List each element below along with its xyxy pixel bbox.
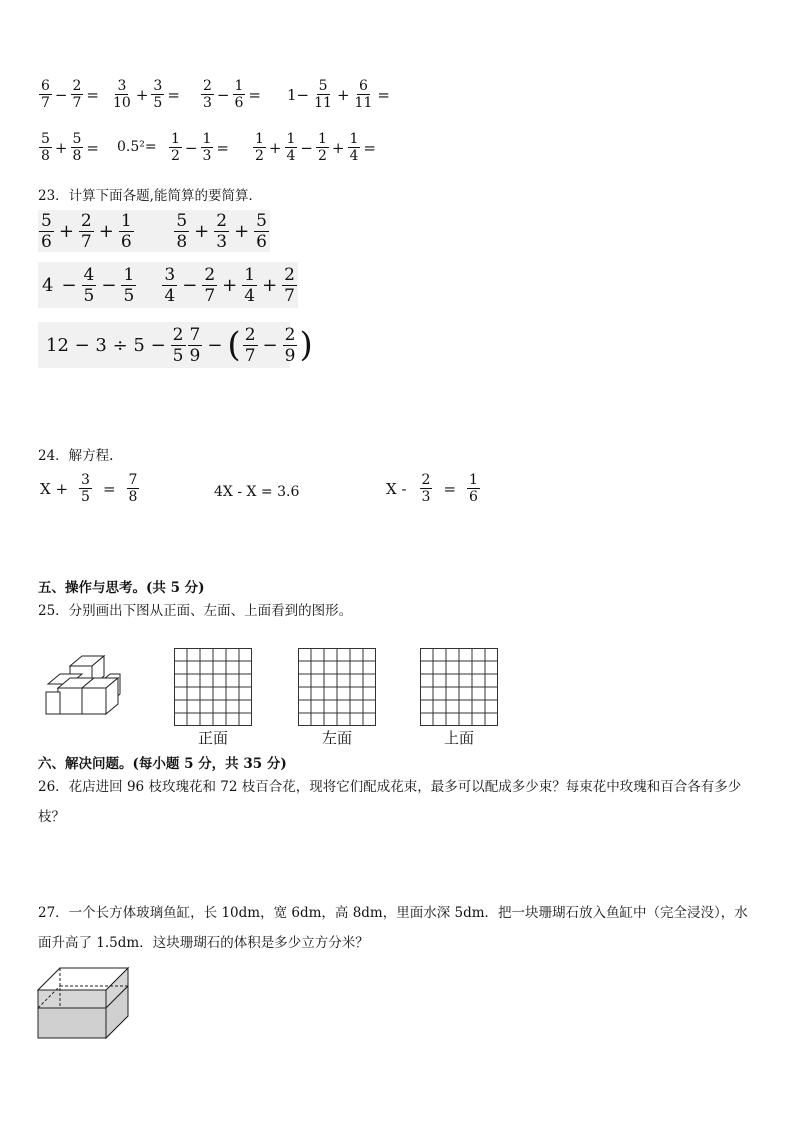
fraction: $\frac{7}{9}$ — [189, 324, 201, 366]
fraction: $\frac{4}{5}$ — [83, 264, 95, 306]
equals-sign: = — [86, 138, 99, 157]
operator: − — [101, 274, 117, 296]
fraction: $\frac{1}{6}$ — [234, 78, 244, 111]
fraction: $\frac{5}{8}$ — [176, 210, 188, 252]
calc-row2-item4 — [252, 131, 378, 164]
q23-expression-1 — [38, 210, 270, 252]
fish-tank-figure — [36, 960, 132, 1040]
cube-stack-figure — [42, 654, 124, 720]
q23-title: 23．计算下面各题,能简算的要简算． — [38, 188, 262, 204]
left-view-label: 左面 — [322, 729, 353, 747]
fraction: $\frac{3}{5}$ — [153, 78, 163, 111]
fraction: $\frac{2}{3}$ — [216, 210, 228, 252]
fraction: $\frac{5}{11}$ — [314, 78, 332, 111]
operator: + — [58, 220, 74, 242]
fraction: $\frac{2}{3}$ — [203, 78, 212, 111]
operator: − — [262, 334, 278, 356]
front-view-label: 正面 — [198, 729, 229, 747]
equals-sign: = — [377, 85, 390, 104]
fraction: $\frac{1}{2}$ — [255, 131, 264, 164]
calc-row2-item2 — [117, 139, 157, 155]
operator: + — [268, 138, 282, 157]
equals-sign: = — [86, 85, 99, 104]
calc-row1-item4 — [285, 78, 392, 111]
calc-row1-item3 — [200, 78, 263, 111]
operator: − — [216, 85, 230, 104]
operator: + — [54, 138, 68, 157]
fraction: $\frac{2}{3}$ — [421, 472, 431, 505]
calc-row1-item1 — [38, 78, 101, 111]
q24-equation-3 — [384, 472, 481, 505]
leading-term: X - — [386, 479, 407, 498]
fraction: $\frac{2}{7}$ — [204, 264, 216, 306]
section-6-heading: 六、解决问题。(每小题 5 分，共 35 分) — [38, 756, 287, 772]
fraction: $\frac{1}{4}$ — [349, 131, 359, 164]
q25-title: 25．分别画出下图从正面、左面、上面看到的图形。 — [38, 603, 353, 619]
fraction: $\frac{1}{5}$ — [123, 264, 135, 306]
operator: − — [61, 274, 77, 296]
left-parenthesis: ( — [227, 325, 241, 365]
section-5-heading: 五、操作与思考。(共 5 分) — [38, 580, 205, 596]
fraction: $\frac{3}{4}$ — [164, 264, 176, 306]
top-view-label: 上面 — [444, 729, 475, 747]
operator: − — [300, 138, 313, 157]
left-view-grid[interactable] — [298, 648, 376, 726]
leading-term: 12 − 3 ÷ 5 − — [46, 334, 166, 356]
operator: − — [182, 274, 198, 296]
fraction: $\frac{7}{8}$ — [128, 472, 138, 505]
power-expression: 0.5²= — [117, 139, 157, 155]
operator: + — [98, 220, 114, 242]
equals-sign: = — [248, 85, 261, 104]
fraction: $\frac{5}{8}$ — [41, 131, 50, 164]
leading-term: X + — [40, 479, 69, 498]
equals-sign: = — [363, 138, 376, 157]
fraction: $\frac{1}{4}$ — [286, 131, 296, 164]
fraction: $\frac{1}{2}$ — [318, 131, 327, 164]
q24-equation-2: 4X - X = 3.6 — [214, 484, 300, 500]
leading-term: 4 — [42, 274, 54, 296]
operator: + — [234, 220, 250, 242]
fraction: $\frac{1}{4}$ — [244, 264, 256, 306]
fraction: $\frac{2}{7}$ — [72, 78, 82, 111]
fraction: $\frac{6}{11}$ — [354, 78, 373, 111]
operator: + — [336, 85, 350, 104]
fraction: $\frac{2}{9}$ — [284, 324, 296, 366]
operator: − — [184, 138, 198, 157]
fraction: $\frac{3}{5}$ — [81, 472, 90, 505]
front-view-grid[interactable] — [174, 648, 252, 726]
fraction: $\frac{1}{2}$ — [171, 131, 180, 164]
fraction: $\frac{1}{6}$ — [469, 472, 478, 505]
equals-sign: = — [167, 85, 180, 104]
top-view-grid[interactable] — [420, 648, 498, 726]
q23-expression-3 — [38, 322, 313, 368]
q27-text: 27．一个长方体玻璃鱼缸，长 10dm，宽 6dm，高 8dm，里面水深 5dm．把一块珊瑚石放入鱼缸中（完全浸没），水面升高了 1.5dm．这块珊瑚石的体积是多少立方分米？ — [38, 905, 748, 951]
q24-equation-1 — [38, 472, 140, 505]
fraction: $\frac{6}{7}$ — [41, 78, 50, 111]
right-parenthesis: ) — [299, 325, 313, 365]
fraction: $\frac{2}{7}$ — [80, 210, 92, 252]
operator: + — [262, 274, 278, 296]
operator: + — [331, 138, 345, 157]
equals-sign: = — [443, 479, 457, 498]
equals-sign: = — [216, 138, 229, 157]
q26-text: 26．花店进回 96 枝玫瑰花和 72 枝百合花，现将它们配成花束，最多可以配成多少束？每束花中玫瑰和百合各有多少枝？ — [38, 779, 742, 825]
fraction: $\frac{1}{3}$ — [202, 131, 212, 164]
calc-row2-item1 — [38, 131, 101, 164]
fraction: $\frac{5}{6}$ — [41, 210, 52, 252]
fraction: $\frac{2}{7}$ — [244, 324, 256, 366]
equals-sign: = — [102, 479, 116, 498]
operator: − — [207, 334, 223, 356]
operator: − — [54, 85, 68, 104]
leading-term: 1− — [287, 85, 310, 104]
fraction: $\frac{5}{6}$ — [256, 210, 267, 252]
q24-title: 24．解方程. — [38, 448, 114, 464]
calc-row1-item2 — [110, 78, 182, 111]
fraction: $\frac{2}{5}$ — [172, 324, 184, 366]
fraction: $\frac{2}{7}$ — [284, 264, 295, 306]
operator: + — [135, 85, 149, 104]
q23-expression-2 — [38, 262, 298, 308]
fraction: $\frac{3}{10}$ — [113, 78, 131, 111]
calc-row2-item3 — [168, 131, 231, 164]
fraction: $\frac{5}{8}$ — [72, 131, 82, 164]
fraction: $\frac{1}{6}$ — [120, 210, 132, 252]
operator: + — [194, 220, 210, 242]
operator: + — [222, 274, 238, 296]
